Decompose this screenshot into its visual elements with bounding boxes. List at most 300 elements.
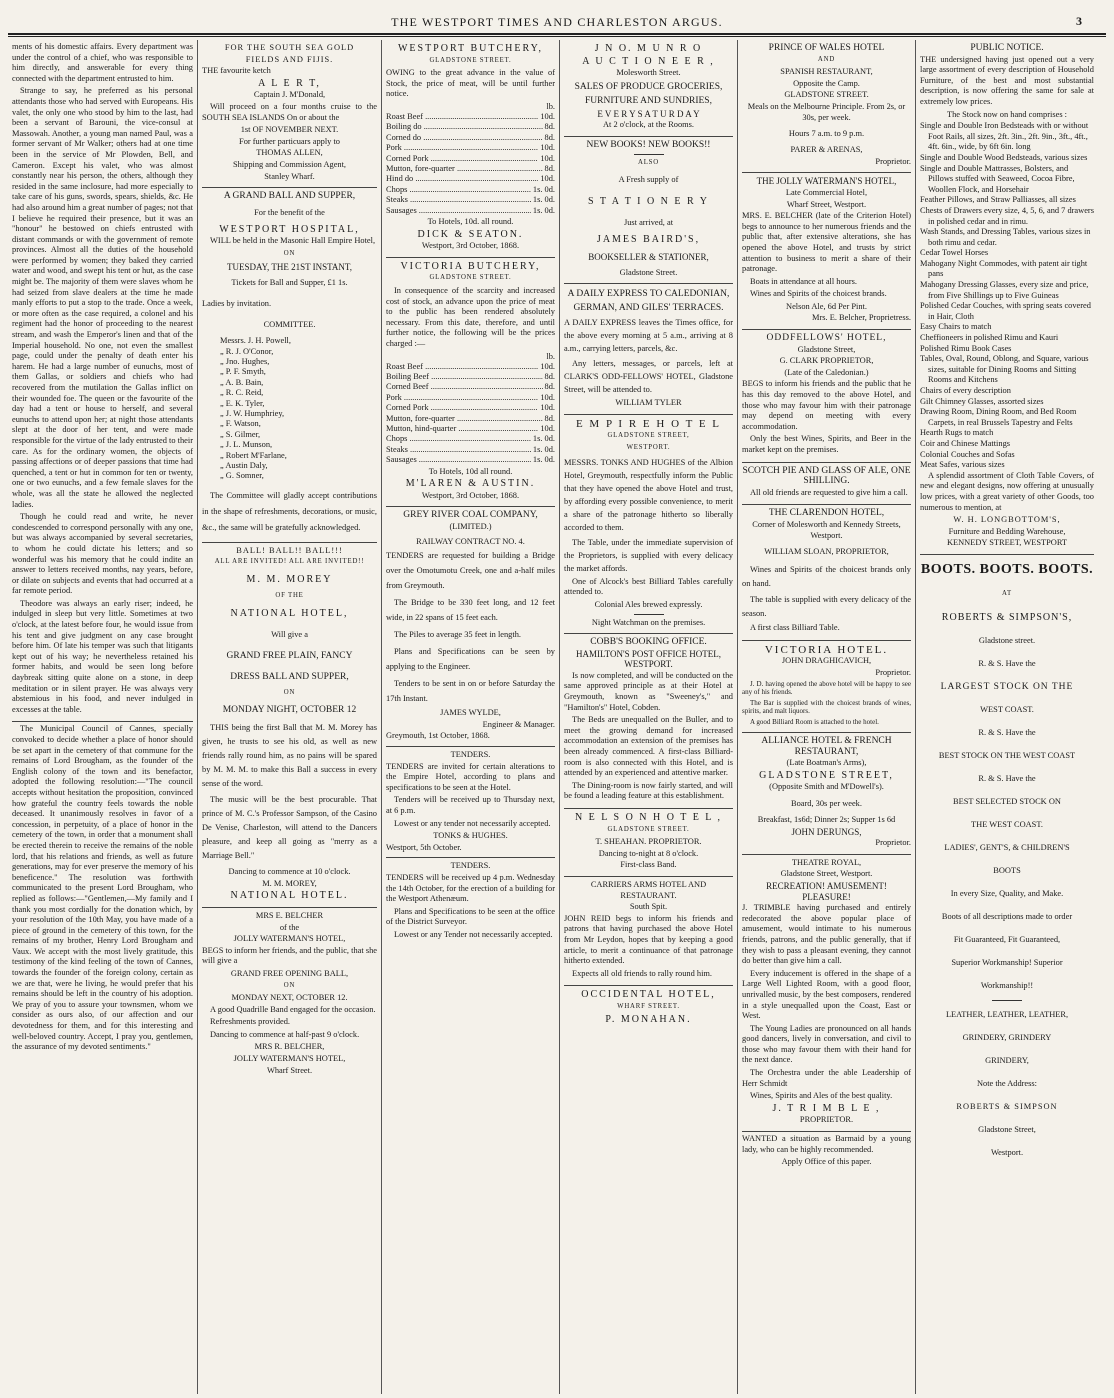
stock-item: Cedar Towel Horses: [920, 248, 989, 258]
ad-heading: TENDERS.: [450, 861, 491, 871]
ad-text: Will give a: [271, 629, 308, 639]
column-6: [916, 40, 1098, 1394]
price-item: Corned do .....: [386, 133, 543, 143]
ad-text: Every inducement is offered in the shape of a Large Well Lighted Room, with a good floor, unrivalled music, by the best composers, rendered in a style unequalled upon the Coast, East or West.: [742, 968, 911, 1021]
ad-text: R. & S. Have the: [978, 658, 1036, 668]
ad-address: GLADSTONE STREET.: [429, 274, 512, 282]
ad-westport-butchery: [386, 40, 555, 258]
stock-item: Cheffioneers in polished Rimu and Kauri: [920, 333, 1059, 343]
ad-text: Any letters, messages, or parcels, left at CLARK'S ODD-FELLOWS' HOTEL, Gladstone Street, will be attended to.: [564, 359, 733, 395]
ad-oddfellows-hotel: [742, 330, 911, 463]
stock-item: Mahogany Night Commodes, with patent air tight pans: [920, 258, 1088, 279]
price-item: Chops .....: [386, 434, 531, 444]
masthead-rule-thin: [8, 36, 1106, 37]
stock-item: Polished Cedar Couches, with spring seats covered in Hair, Cloth: [920, 301, 1091, 321]
ad-text: GRINDERY, GRINDERY: [962, 1032, 1052, 1042]
price-row: [386, 164, 555, 174]
price-item: Steaks .....: [386, 445, 531, 455]
auctioneer-role: A U C T I O N E E R ,: [582, 55, 715, 67]
proprietor-name: P. MONAHAN.: [605, 1013, 692, 1025]
ad-text: Breakfast, 1s6d; Dinner 2s; Supper 1s 6d: [757, 815, 896, 824]
price-row: [386, 122, 555, 132]
price-item: Pork .....: [386, 393, 538, 403]
ad-text: The Beds are unequalled on the Buller, and to meet the growing demand for increased accommodation an extension of the premises has been already commenced. A first-class Billiard-room is also connected with this Hotel, and is attended by an experienced and attentive marker.: [564, 715, 733, 778]
proprietor-name: G. CLARK PROPRIETOR,: [779, 356, 874, 366]
price-row: [386, 362, 555, 372]
committee-member: „ R. J. O'Conor,: [220, 346, 274, 356]
ad-text: Refreshments provided.: [210, 1017, 291, 1027]
ad-text: First-class Band.: [620, 860, 677, 870]
stock-item: Easy Chairs to match: [920, 322, 992, 332]
price-list: [386, 362, 555, 466]
proprietor-name: MRS E. BELCHER: [255, 910, 324, 920]
ad-text: Apply Office of this paper.: [781, 1157, 872, 1167]
ad-text: J. TRIMBLE having purchased and entirely redecorated the above popular place of amusement, would intimate to his numerous friends, patrons, and the public generally, that if they wish to pass a pleasant evening, they cannot do better than give him a call.: [742, 903, 911, 966]
signature: M'LAREN & AUSTIN.: [405, 478, 536, 490]
ad-text: To Hotels, 10d. all round.: [427, 217, 514, 227]
ad-address: Gladstone Street,: [797, 344, 856, 354]
price-row: [386, 133, 555, 143]
price-item: Steaks .....: [386, 195, 531, 205]
hotel-name: E M P I R E H O T E L: [575, 417, 722, 430]
ad-text: Board, 30s per week.: [791, 799, 862, 808]
price-value: 1s. 0d.: [532, 455, 555, 465]
column-1: [8, 40, 198, 1394]
price-item: Pork .....: [386, 143, 538, 153]
price-value: 8d.: [544, 122, 555, 132]
price-item: Mutton, fore-quarter .....: [386, 414, 543, 424]
ad-text: Expects all old friends to rally round him.: [572, 968, 713, 978]
proprietor-name: JOHN DRAGHICAVICH,: [781, 656, 872, 666]
ad-heading: SCOTCH PIE AND GLASS OF ALE, ONE SHILLING.: [742, 465, 911, 487]
price-item: Corned Pork .....: [386, 154, 538, 164]
ad-text: Dancing to commence at 10 o'clock.: [228, 867, 351, 877]
hotel-name: VICTORIA HOTEL.: [764, 643, 889, 656]
ad-address: GLADSTONE STREET.: [607, 825, 690, 833]
ad-heading: GREY RIVER COAL COMPANY,: [403, 510, 538, 521]
ad-address: WESTPORT.: [626, 444, 671, 452]
ad-text: The Young Ladies are pronounced on all hands good dancers, lively in conversation, and civil to those who may favour them with their hand for the next dance.: [742, 1023, 911, 1065]
committee-member: „ Robert M'Farlane,: [220, 450, 287, 460]
price-row: [386, 143, 555, 153]
price-row: [386, 372, 555, 382]
ad-text: (Late of the Caledonian.): [784, 367, 869, 377]
ad-text: Boots of all descriptions made to order: [941, 911, 1073, 921]
price-item: Mutton, fore-quarter .....: [386, 164, 543, 174]
price-value: 1s. 0d.: [532, 184, 555, 194]
divider: [992, 1000, 1022, 1001]
price-item: Roast Beef .....: [386, 362, 538, 372]
price-row: [386, 206, 555, 216]
ad-text: Will proceed on a four months cruise to the SOUTH SEA ISLANDS On or about the: [202, 101, 377, 122]
ad-text: A first class Billiard Table.: [750, 623, 840, 633]
ad-text: THE undersigned having just opened out a very large assortment of every description of Household Furniture, of the best and most substantial description, is now offering the same for sale at extremely low prices.: [920, 54, 1094, 106]
ad-carriers-arms: [564, 877, 733, 986]
shop-name: ROBERTS & SIMPSON: [956, 1101, 1058, 1111]
ad-text: Fit Guaranteed, Fit Guaranteed,: [953, 934, 1061, 944]
ad-empire-hotel: [564, 415, 733, 634]
signature: DICK & SEATON.: [417, 228, 524, 240]
bookseller-name: JAMES BAIRD'S,: [596, 234, 701, 246]
ad-text: MRS. E. BELCHER (late of the Criterion Hotel) begs to announce to her numerous friends and the public that, after extensive alterations, she has opened the above Hotel, and trusts by strict attention to business to merit a share of their patronage.: [742, 211, 911, 274]
event-date: MONDAY NEXT, OCTOBER 12.: [231, 993, 348, 1003]
price-item: Chops .....: [386, 185, 531, 195]
ad-address: Gladstone Street,: [978, 1124, 1036, 1134]
price-value: 1s. 0d.: [532, 444, 555, 454]
price-item: Boiling Beef .....: [386, 372, 543, 382]
ad-text: ON: [283, 249, 296, 257]
committee-member: „ J. W. Humphriey,: [220, 408, 285, 418]
ad-address: Molesworth Street.: [616, 68, 681, 78]
ad-heading: PUBLIC NOTICE.: [970, 43, 1044, 53]
ad-text: Ladies by invitation.: [202, 299, 272, 309]
ad-text: AT: [1002, 589, 1012, 597]
stock-item: Tables, Oval, Round, Oblong, and Square, various sizes, suitable for Dining Rooms and Sitting Rooms and Kitchens: [920, 354, 1089, 385]
committee-member: „ S. Gilmer,: [220, 429, 261, 439]
ad-date: Westport, 3rd October, 1868.: [421, 241, 520, 251]
ad-text: A DAILY EXPRESS leaves the Times office, for the above every morning at 5 a.m., arriving at 8 a.m., carrying letters, parcels, &c.: [564, 318, 733, 354]
proprietor-name: PARER & ARENAS,: [790, 145, 863, 155]
price-value: 10d.: [540, 361, 555, 371]
ship-name: A L E R T,: [258, 77, 321, 89]
ad-text: Superior Workmanship! Superior: [951, 957, 1063, 967]
ad-text: LARGEST STOCK ON THE: [940, 681, 1074, 692]
ad-cobbs-booking: [564, 634, 733, 809]
signature: M. M. MOREY,: [262, 878, 317, 888]
ad-text: ON: [283, 981, 296, 989]
ad-clarendon-hotel: [742, 505, 911, 640]
ad-date: Greymouth, 1st October, 1868.: [386, 731, 490, 741]
ad-text: LEATHER, LEATHER, LEATHER,: [945, 1009, 1069, 1019]
price-value: 1s. 0d.: [532, 195, 555, 205]
ad-text: A good Billiard Room is attached to the hotel.: [750, 717, 879, 726]
ad-text: Dancing to-night at 8 o'clock.: [598, 848, 699, 858]
hospital-name: WESTPORT HOSPITAL,: [219, 223, 360, 235]
ad-text: Night Watchman on the premises.: [591, 617, 706, 627]
ad-text: ON: [283, 688, 296, 696]
ad-text: SPANISH RESTAURANT,: [780, 67, 873, 77]
stock-item: Hearth Rugs to match: [920, 428, 994, 438]
ad-text: OWING to the great advance in the value of Stock, the price of meat, will be until further notice.: [386, 68, 555, 99]
ad-text: Wines and Spirits of the choicest brands only on hand.: [742, 565, 911, 589]
ad-scotch-pie: [742, 463, 911, 506]
event-date: MONDAY NIGHT, OCTOBER 12: [222, 705, 357, 716]
price-row: [386, 393, 555, 403]
ad-text: The Orchestra under the able Leadership of Herr Schmidt: [742, 1068, 911, 1088]
ad-heading: BOOTS. BOOTS. BOOTS.: [920, 561, 1094, 577]
price-value: 10d.: [540, 403, 555, 413]
price-value: 10d.: [540, 111, 555, 121]
ad-heading: NEW BOOKS! NEW BOOKS!!: [586, 139, 711, 150]
ad-heading: COBB'S BOOKING OFFICE.: [590, 637, 707, 648]
signature: TONKS & HUGHES.: [433, 831, 508, 841]
ad-text: BEGS to inform his friends and the public that he has this day removed to the above Hotel, and those who may favour him with their patronage may depend on meeting with every accommodation.: [742, 379, 911, 431]
article-theodore: [12, 40, 193, 722]
ad-text: Plans and Specifications can be seen by applying to the Engineer.: [386, 647, 555, 672]
ad-address: Gladstone Street.: [619, 267, 678, 277]
ad-heading: BALL! BALL!! BALL!!!: [236, 545, 343, 555]
ad-text: A Fresh supply of: [618, 175, 679, 185]
price-value: 1s. 0d.: [532, 205, 555, 215]
price-unit: lb.: [546, 351, 555, 361]
signature-hotel: JOLLY WATERMAN'S HOTEL,: [233, 1054, 346, 1064]
stock-item: Feather Pillows, and Straw Palliasses, all sizes: [920, 195, 1076, 205]
ad-text: Only the best Wines, Spirits, and Beer in the market kept on the premises.: [742, 434, 911, 454]
event-title: GRAND FREE PLAIN, FANCY: [226, 650, 353, 661]
price-item: Hind do .....: [386, 174, 538, 184]
ad-text: LADIES', GENT'S, & CHILDREN'S: [944, 842, 1070, 852]
ad-heading: THEATRE ROYAL,: [791, 857, 862, 867]
hotel-name: OCCIDENTAL HOTEL,: [581, 989, 716, 1001]
ad-victoria-hotel: [742, 641, 911, 733]
ad-text: In consequence of the scarcity and increased cost of stock, an advance upon the price of meat to the public has been rendered absolutely necessary. From this date, therefore, and until further notice, the following will be the prices charged :—: [386, 286, 555, 348]
ad-address: Corner of Molesworth and Kennedy Streets, Westport.: [752, 519, 901, 540]
ad-text: Tenders to be sent in on or before Saturday the 17th Instant.: [386, 679, 555, 704]
committee-member: „ Jno. Hughes,: [220, 356, 270, 366]
ad-text: Wines and Spirits of the choicest brands.: [750, 289, 887, 299]
captain-name: Captain J. M'Donald,: [253, 90, 326, 100]
ad-grey-river-coal: [386, 507, 555, 747]
ad-tenders-athenaeum: [386, 858, 555, 946]
signature-role: Engineer & Manager.: [482, 719, 555, 729]
ad-address: (Opposite Smith and M'Dowell's).: [769, 782, 884, 792]
article-brougham: [12, 722, 193, 1058]
proprietor-role: Proprietor.: [875, 838, 911, 848]
proprietor-role: Proprietor.: [875, 667, 911, 677]
signature: JAMES WYLDE,: [440, 708, 501, 718]
ad-text: For the benefit of the: [254, 207, 325, 217]
signature: Mrs. E. Belcher, Proprietress.: [812, 313, 911, 323]
ad-occidental-hotel: [564, 986, 733, 1030]
ad-text: of the: [279, 922, 300, 932]
article-paragraph: The Municipal Council of Cannes, specially convoked to decide whether a place of honor should be set apart in the cemetery of that commune for the remains of Lord Brougham, as the founder of the English colony of the town and its benefactor, adopted the following resolution:—"The council accepts without hesitation the proposition, convinced how grateful the country feels towards the noble deceased. It unanimously resolves in favor of a concession, in perpetuity, of a place of honor in the cemetery of the town, in order that a monument shall be erected therein to receive the remains of the noble lord, that his relations and friends, as well as future generations, may for ever preserve the memory of his beneficence." The resolution was forthwith communicated to the present Lord Brougham, who replied as follows:—"Gentlemen,—My family and I thank you most cordially for the donation which, by your resolution of the 10th May, you have made of a piece of ground in the cemetery of this town, for the remains of my brother, Henry Lord Brougham and Vaux. We accept with the most lively gratitude, this testimony of the kind feeling of the town of Cannes, towards the founder of the foreign colony, certain as we are that, were he living, he would prefer that his remains should be left in the country of his adoption. We pray of you to assure your townsmen, whom we consider as ours also, of our affection and our devotedness for them, and for this interesting and well-beloved country. Accept, I pray you, gentlemen, the assurance of my devoted sentiments.": [12, 724, 193, 1052]
stock-item: Coir and Chinese Mattings: [920, 438, 1011, 448]
ad-text: OF THE: [275, 591, 304, 599]
ad-heading: RECREATION! AMUSEMENT! PLEASURE!: [766, 880, 887, 902]
article-paragraph: Though he could read and write, he never condescended to correspond personally with any one, but was always accompanied by several secretaries, to whom he could dictate his letters; and so wonderful was his memory that he could indite an answer to letters received months, nay years, before, or dilate on subjects and events that had occurred at a far remote period.: [12, 512, 193, 596]
ad-text: All old friends are requested to give him a call.: [750, 487, 908, 497]
stock-item: Single and Double Mattrasses, Bolsters, and Pillows stuffed with Seaweed, Cocoa Fibre, Woollen Flock, and Horsehair: [920, 163, 1075, 194]
hotel-name: ODDFELLOWS' HOTEL,: [766, 333, 887, 344]
ad-text: AND: [817, 55, 836, 63]
ad-text: For further particuars apply to: [239, 136, 340, 146]
ad-address: GLADSTONE STREET.: [784, 90, 869, 100]
price-row: [386, 185, 555, 195]
ad-text: The Stock now on hand comprises :: [946, 109, 1068, 119]
ad-victoria-butchery: [386, 258, 555, 508]
sailing-date: 1st OF NOVEMBER NEXT.: [240, 125, 339, 135]
event-title: DRESS BALL AND SUPPER,: [230, 671, 349, 682]
committee-member: „ R. C. Reid,: [220, 388, 264, 398]
price-item: Corned Pork .....: [386, 403, 538, 413]
price-row: [386, 434, 555, 444]
price-value: 8d.: [544, 164, 555, 173]
ad-text: SALES OF PRODUCE GROCERIES, FURNITURE AND SUNDRIES,: [574, 81, 723, 106]
stock-item: Chairs of every description: [920, 386, 1011, 395]
ad-text: BEST STOCK ON THE WEST COAST: [938, 750, 1076, 760]
ad-public-notice: [920, 40, 1094, 555]
committee-member: „ G. Somner,: [220, 471, 264, 481]
price-value: 10d.: [540, 424, 555, 433]
proprietor-role: PROPRIETOR.: [799, 1115, 854, 1125]
ad-text: The Piles to average 35 feet in length.: [394, 630, 521, 640]
committee-heading: COMMITTEE.: [263, 320, 316, 330]
committee-list: [202, 336, 377, 482]
committee-member: „ E. K. Tyler,: [220, 398, 265, 408]
price-row: [386, 112, 555, 122]
ad-text: J. D. having opened the above hotel will be happy to see any of his friends.: [742, 679, 911, 697]
ad-daily-express: [564, 284, 733, 415]
ad-heading: A DAILY EXPRESS TO CALEDONIAN, GERMAN, AND GILES' TERRACES.: [567, 289, 730, 314]
ad-text: A splendid assortment of Cloth Table Covers, of new and elegant designs, now offering at unusually low prices, with a great variety of other Goods, too numerous to mention, at: [920, 470, 1094, 512]
ad-wanted-barmaid: [742, 1132, 911, 1173]
ad-jolly-waterman: [742, 173, 911, 330]
agent-place: Stanley Wharf.: [264, 171, 315, 181]
price-value: 8d.: [544, 371, 555, 381]
auctioneer-name: J N O. M U N R O: [594, 43, 703, 54]
event-title: GRAND FREE OPENING BALL,: [230, 968, 349, 978]
columns: [8, 40, 1106, 1394]
price-value: 1s. 0d.: [532, 434, 555, 444]
price-unit: lb.: [546, 101, 555, 111]
stock-list: [920, 121, 1094, 471]
ad-address: Gladstone street.: [978, 635, 1036, 645]
stock-item: Colonial Couches and Sofas: [920, 449, 1015, 459]
proprietor-name: J. T R I M B L E ,: [772, 1102, 881, 1114]
ad-text: Lowest or any tender not necessarily accepted.: [394, 818, 551, 828]
ad-text: Dancing to commence at half-past 9 o'clock.: [210, 1029, 360, 1039]
price-item: Boiling do .....: [386, 122, 543, 132]
ad-address: GLADSTONE STREET,: [607, 431, 690, 439]
article-paragraph: Strange to say, he preferred as his personal attendants those who had served with Europeans. His valet, the only one who stood by him to the last, had been a servant of Barouni, the vice-consul at Massowah. Another, a young man named Paul, was a former servant of Mr Walker; others had at one time been in the service of Mr Plowden, Bell, and Cameron. Except his valet, who was almost constantly near his person, the others, although they resided in the same inclosure, had more especially to take care of his guns, swords, spears, shields, &c. He had also around him a great number of pages; not that I believe he required their presence, but it was an "honour" he bestowed on chiefs entrusted with distant commands or with the government of remote provinces. Almost all the duties of the household were performed by women; they baked they carried water and wood, and swept his tent or hut, as the case might be. The majority of them were slaves whom he had seized from slave dealers at the time he made manly efforts to put a stop to the trade. Once a week, or more often as the case required, a colonel and his regiment had the honor of proceeding to the nearest stream, and wash the Emperor's linen and that of the Imperial household. No one, not even the smallest page, could under the penalty of death enter his harem. He had a large number of eunuchs, most of them Gallas, or soldiers and chiefs who had recovered from the mutilation the Gallas inflict on their wounded foe. The queen or the favourite of the day had a tent or house to herself, and several eunuchs to attend upon her; at night those attendants slept at the door of her tent, and were made responsible for the virtue of the lady entrusted to their care. As for the ordinary women, the objects of passing affections or of deeper passions that time had quenched, a tent or hut in common for ten or twenty, one or two eunuchs, and a few female slaves for the whole, was all the state he allowed the neglected ladies.: [12, 86, 193, 509]
ad-text: Plans and Specifications to be seen at the office of the District Surveyor.: [386, 906, 555, 927]
proprietor-name: T. SHEAHAN. PROPRIETOR.: [595, 837, 702, 847]
price-item: Sausages .....: [386, 455, 531, 465]
price-row: [386, 174, 555, 184]
column-5: [738, 40, 916, 1394]
price-value: 10d.: [540, 392, 555, 402]
ad-text: Workmanship!!: [980, 980, 1034, 990]
ad-text: At 2 o'clock, at the Rooms.: [602, 120, 695, 130]
ad-belcher-ball: [202, 908, 377, 1081]
ad-text: Meals on the Melbourne Principle. From 2s, or 30s, per week.: [747, 101, 906, 122]
masthead-rule: [8, 33, 1106, 35]
stock-item: Gilt Chimney Glasses, assorted sizes: [920, 396, 1044, 406]
ticket-price: Tickets for Ball and Supper, £1 1s.: [231, 278, 348, 288]
ad-theatre-royal: [742, 855, 911, 1132]
agent-role: Shipping and Commission Agent,: [232, 159, 347, 169]
ad-text: Colonial Ales brewed expressly.: [594, 599, 703, 609]
signature: MRS R. BELCHER,: [254, 1042, 325, 1052]
divider: [634, 614, 664, 615]
price-item: Roast Beef .....: [386, 112, 538, 122]
stock-item: Meat Safes, various sizes: [920, 460, 1005, 470]
shop-name: ROBERTS & SIMPSON'S,: [941, 611, 1073, 623]
agent-name: THOMAS ALLEN,: [256, 148, 323, 158]
ad-text: WILL be held in the Masonic Hall Empire Hotel,: [210, 236, 376, 246]
stock-item: Single and Double Iron Bedsteads with or without Foot Rails, all sizes, 2ft. 3in., 2ft. 9in., 3ft., 4ft., 4ft. 6in., wide, by 6ft 6in. long: [920, 121, 1089, 152]
ad-heading: FOR THE SOUTH SEA GOLD: [224, 43, 355, 52]
ad-boots: [920, 555, 1094, 1169]
ad-morey-ball: [202, 543, 377, 908]
ad-text: TENDERS are invited for certain alterations to the Empire Hotel, according to plans and specifications to be seen at the Hotel.: [386, 761, 555, 792]
ad-text: THIS being the first Ball that M. M. Morey has given, he trusts to see his old, as well as new friends rally round him, as no pains will be spared by M. M. M. to make this Ball a success in every sense of the word.: [202, 723, 377, 789]
ad-text: Just arrived, at: [623, 218, 674, 228]
price-row: [386, 195, 555, 205]
committee-member: Messrs. J. H. Powell,: [220, 336, 291, 346]
ad-text: Late Commercial Hotel,: [785, 187, 868, 197]
ad-heading: TENDERS.: [450, 749, 491, 759]
ad-new-books: [564, 137, 733, 284]
ad-text: JOHN REID begs to inform his friends and patrons that having purchased the above Hotel from Mr Leydon, hopes that by keeping a good article, to merit a continuance of that patronage hitherto extended.: [564, 913, 733, 966]
ad-text: BOOTS: [993, 865, 1021, 875]
committee-member: „ Austin Daly,: [220, 460, 268, 470]
ad-address: GLADSTONE STREET.: [429, 56, 512, 64]
ad-alert-ketch: [202, 40, 377, 188]
proprietor-name: WILLIAM SLOAN, PROPRIETOR,: [764, 547, 889, 557]
ad-text: Hours 7 a.m. to 9 p.m.: [788, 129, 865, 139]
bookseller-role: BOOKSELLER & STATIONER,: [588, 251, 709, 262]
hotel-name: N E L S O N H O T E L ,: [574, 812, 723, 823]
price-row: [386, 424, 555, 434]
ad-text: MESSRS. TONKS AND HUGHES of the Albion Hotel, Greymouth, respectfully inform the Public that they have opened the above Hotel and trust, by affording every possible convenience, to merit a share of the patronage hitherto so liberally accorded to them.: [564, 457, 733, 532]
ad-text: GRINDERY,: [985, 1055, 1029, 1065]
page-number: 3: [1076, 14, 1082, 28]
price-item: Mutton, hind-quarter .....: [386, 424, 538, 434]
ad-address: South Spit.: [629, 902, 668, 912]
hotel-name: CARRIERS ARMS HOTEL AND RESTAURANT.: [590, 879, 707, 900]
ad-prince-of-wales: [742, 40, 911, 173]
stock-item: Wash Stands, and Dressing Tables, various sizes in both rimu and cedar.: [920, 227, 1091, 247]
price-value: 8d.: [544, 382, 555, 392]
signature-role: Furniture and Bedding Warehouse,: [948, 526, 1066, 536]
hotel-name: ALLIANCE HOTEL & FRENCH RESTAURANT,: [761, 736, 892, 757]
proprietor-name: JOHN DERUNGS,: [791, 826, 862, 837]
ad-text: The Bar is supplied with the choicest brands of wines, spirits, and malt liquors.: [742, 698, 911, 716]
price-value: 8d.: [544, 132, 555, 142]
ad-text: R. & S. Have the: [978, 727, 1036, 737]
ad-text: Wines, Spirits and Ales of the best quality.: [750, 1091, 893, 1101]
ad-heading: WESTPORT BUTCHERY,: [397, 43, 544, 54]
newspaper-title: THE WESTPORT TIMES AND CHARLESTON ARGUS.: [391, 15, 723, 29]
divider: [634, 154, 664, 155]
hotel-name: HAMILTON'S POST OFFICE HOTEL, WESTPORT.: [576, 648, 721, 670]
committee-member: „ P. F. Smyth,: [220, 367, 266, 377]
ad-munro-auctioneer: [564, 40, 733, 137]
ad-address: Westport.: [990, 1147, 1024, 1157]
committee-member: „ J. L. Munson,: [220, 440, 273, 450]
ad-text: One of Alcock's best Billiard Tables carefully attended to.: [564, 576, 733, 597]
ad-text: The Committee will gladly accept contributions in the shape of refreshments, decorations, or music, &c., the same will be gratefully acknowledged.: [202, 490, 377, 532]
article-paragraph: Theodore was always an early riser; indeed, he indulged in sleep but very little. Sometimes at two o'clock, at the latest before four, he would issue from his tent and give judgment on any case brought before him. Of late his temper was such that litigants kept out of his way; he nevertheless retained his former habits, and would be seen long before daybreak sitting quite alone on a stone, in deep meditation or in silent prayer. He was always very abstemious in his food, and never indulged in excesses at the table.: [12, 598, 193, 714]
ad-text: ALSO: [638, 158, 659, 166]
price-item: Corned Beef .....: [386, 382, 543, 392]
ad-address: Opposite the Camp.: [793, 78, 860, 88]
ad-text: ALL ARE INVITED! ALL ARE INVITED!!: [214, 558, 365, 566]
ad-text: TENDERS will be received up 4 p.m. Wednesday the 14th October, for the erection of a building for the Westport Athenæum.: [386, 872, 555, 904]
stock-item: Polished Rimu Book Cases: [920, 343, 1012, 353]
ad-text: A good Quadrille Band engaged for the occasion.: [210, 1004, 376, 1014]
hotel-name: THE JOLLY WATERMAN'S HOTEL,: [756, 176, 897, 187]
ad-text: BEST SELECTED STOCK ON: [953, 796, 1061, 806]
ad-date: Westport, 5th October.: [386, 842, 462, 852]
ad-heading: A GRAND BALL AND SUPPER,: [223, 191, 356, 202]
ad-address: GLADSTONE STREET,: [759, 769, 894, 781]
proprietor-name: M. M. MOREY: [246, 573, 333, 585]
ad-date: Westport, 3rd October, 1868.: [421, 490, 520, 500]
ball-date: TUESDAY, THE 21ST INSTANT,: [226, 261, 353, 272]
ad-address: Wharf Street, Westport.: [786, 199, 867, 209]
